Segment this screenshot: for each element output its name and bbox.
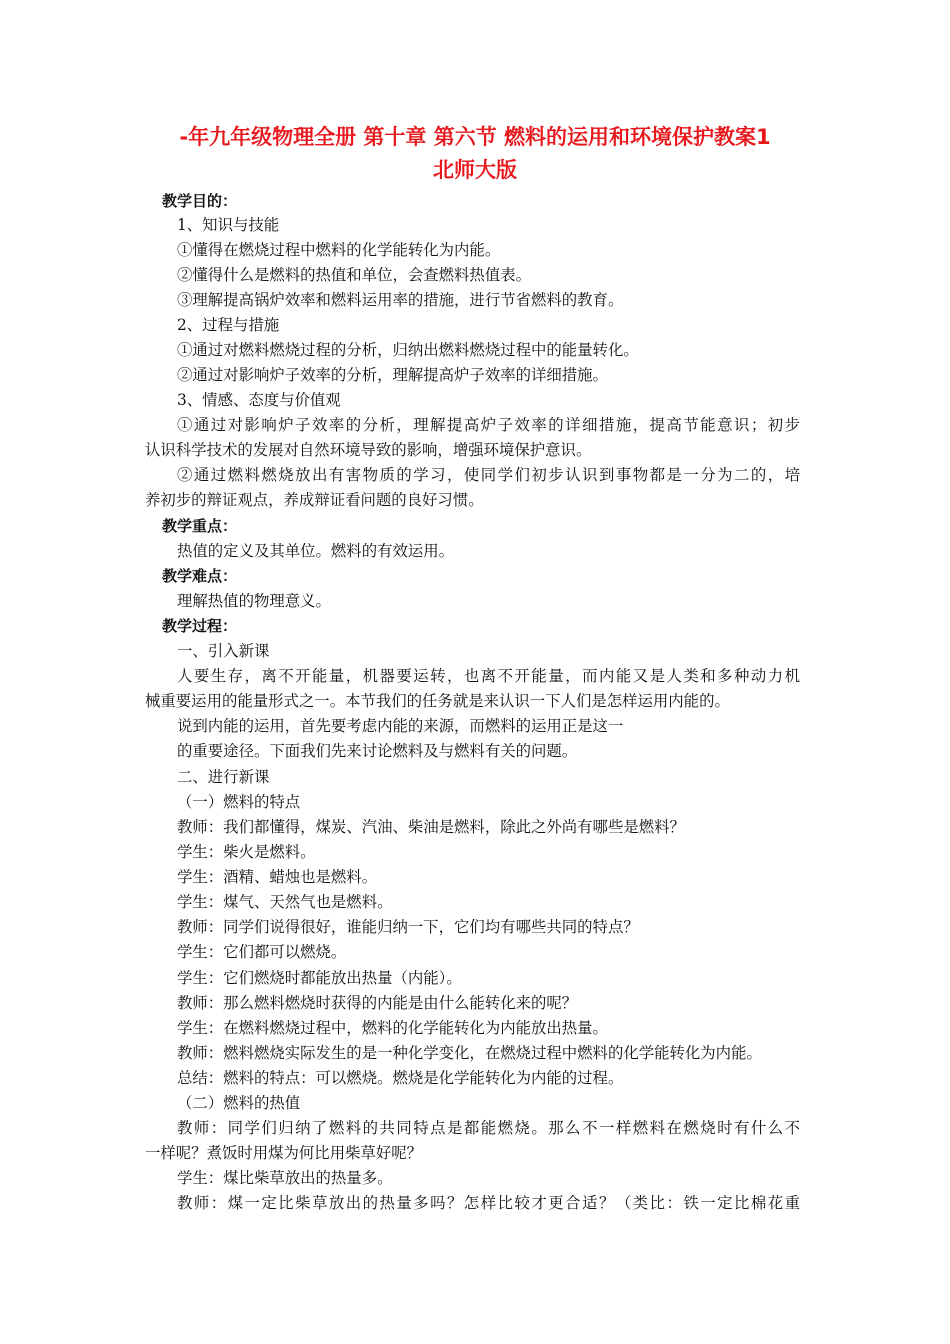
section-2-paragraph-1-line-2: 一样呢？煮饭时用煤为何比用柴草好呢？ <box>145 1144 423 1162</box>
dialog-line: 教师：煤一定比柴草放出的热量多吗？怎样比较才更合适？（类比：铁一定比棉花重 <box>177 1194 800 1212</box>
intro-paragraph-1-line-2: 械重要运用的能量形式之一。本节我们的任务就是来认识一下人们是怎样运用内能的。 <box>145 692 730 710</box>
section-2-paragraph-1-line-1: 教师：同学们归纳了燃料的共同特点是都能燃烧。那么不一样燃料在燃烧时有什么不 <box>177 1119 800 1137</box>
attitude-item-2-line-1: ②通过燃料燃烧放出有害物质的学习，使同学们初步认识到事物都是一分为二的，培 <box>177 466 800 484</box>
document-title-line-1: -年九年级物理全册 第十章 第六节 燃料的运用和环境保护教案1 <box>179 125 771 149</box>
intro-heading: 一、引入新课 <box>177 642 270 660</box>
difficulties-heading: 教学难点： <box>162 567 238 585</box>
process-item-2: ②通过对影响炉子效率的分析，理解提高炉子效率的详细措施。 <box>177 366 608 384</box>
dialog-line: 教师：燃料燃烧实际发生的是一种化学变化，在燃烧过程中燃料的化学能转化为内能。 <box>177 1044 762 1062</box>
dialog-line: 教师：那么燃料燃烧时获得的内能是由什么能转化来的呢？ <box>177 994 578 1012</box>
dialog-line: 教师：同学们说得很好，谁能归纳一下，它们均有哪些共同的特点？ <box>177 918 639 936</box>
intro-paragraph-1-line-1: 人要生存，离不开能量，机器要运转，也离不开能量，而内能又是人类和多种动力机 <box>177 667 800 685</box>
key-points-text: 热值的定义及其单位。燃料的有效运用。 <box>177 542 455 560</box>
dialog-line: 学生：酒精、蜡烛也是燃料。 <box>177 868 378 886</box>
document-title-line-2: 北师大版 <box>433 158 517 182</box>
attitude-heading: 3、情感、态度与价值观 <box>177 391 341 409</box>
process-section-heading: 教学过程： <box>162 617 238 635</box>
dialog-line: 学生：煤气、天然气也是燃料。 <box>177 893 393 911</box>
section-2-heading: （二）燃料的热值 <box>177 1094 301 1112</box>
knowledge-item-1: ①懂得在燃烧过程中燃料的化学能转化为内能。 <box>177 241 501 259</box>
key-points-heading: 教学重点： <box>162 517 238 535</box>
objectives-heading: 教学目的： <box>162 192 238 210</box>
dialog-line: 学生：在燃料燃烧过程中，燃料的化学能转化为内能放出热量。 <box>177 1019 608 1037</box>
process-heading: 2、过程与措施 <box>177 316 280 334</box>
intro-paragraph-2-line-1: 说到内能的运用，首先要考虑内能的来源，而燃料的运用正是这一 <box>177 717 624 735</box>
dialog-line: 学生：它们都可以燃烧。 <box>177 943 347 961</box>
summary-line: 总结：燃料的特点：可以燃烧。燃烧是化学能转化为内能的过程。 <box>177 1069 624 1087</box>
dialog-line: 学生：柴火是燃料。 <box>177 843 316 861</box>
dialog-line: 学生：它们燃烧时都能放出热量（内能）。 <box>177 969 462 987</box>
attitude-item-2-line-2: 养初步的辩证观点，养成辩证看问题的良好习惯。 <box>145 491 484 509</box>
knowledge-item-2: ②懂得什么是燃料的热值和单位，会查燃料热值表。 <box>177 266 531 284</box>
new-lesson-heading: 二、进行新课 <box>177 768 270 786</box>
section-1-heading: （一）燃料的特点 <box>177 793 301 811</box>
process-item-1: ①通过对燃料燃烧过程的分析，归纳出燃料燃烧过程中的能量转化。 <box>177 341 639 359</box>
difficulties-text: 理解热值的物理意义。 <box>177 592 331 610</box>
attitude-item-1-line-1: ①通过对影响炉子效率的分析，理解提高炉子效率的详细措施，提高节能意识；初步 <box>177 416 800 434</box>
dialog-line: 教师：我们都懂得，煤炭、汽油、柴油是燃料，除此之外尚有哪些是燃料？ <box>177 818 685 836</box>
dialog-line: 学生：煤比柴草放出的热量多。 <box>177 1169 393 1187</box>
intro-paragraph-2-line-2: 的重要途径。下面我们先来讨论燃料及与燃料有关的问题。 <box>177 742 578 760</box>
attitude-item-1-line-2: 认识科学技术的发展对自然环境导致的影响，增强环境保护意识。 <box>145 441 592 459</box>
knowledge-item-3: ③理解提高锅炉效率和燃料运用率的措施，进行节省燃料的教育。 <box>177 291 624 309</box>
knowledge-heading: 1、知识与技能 <box>177 216 280 234</box>
